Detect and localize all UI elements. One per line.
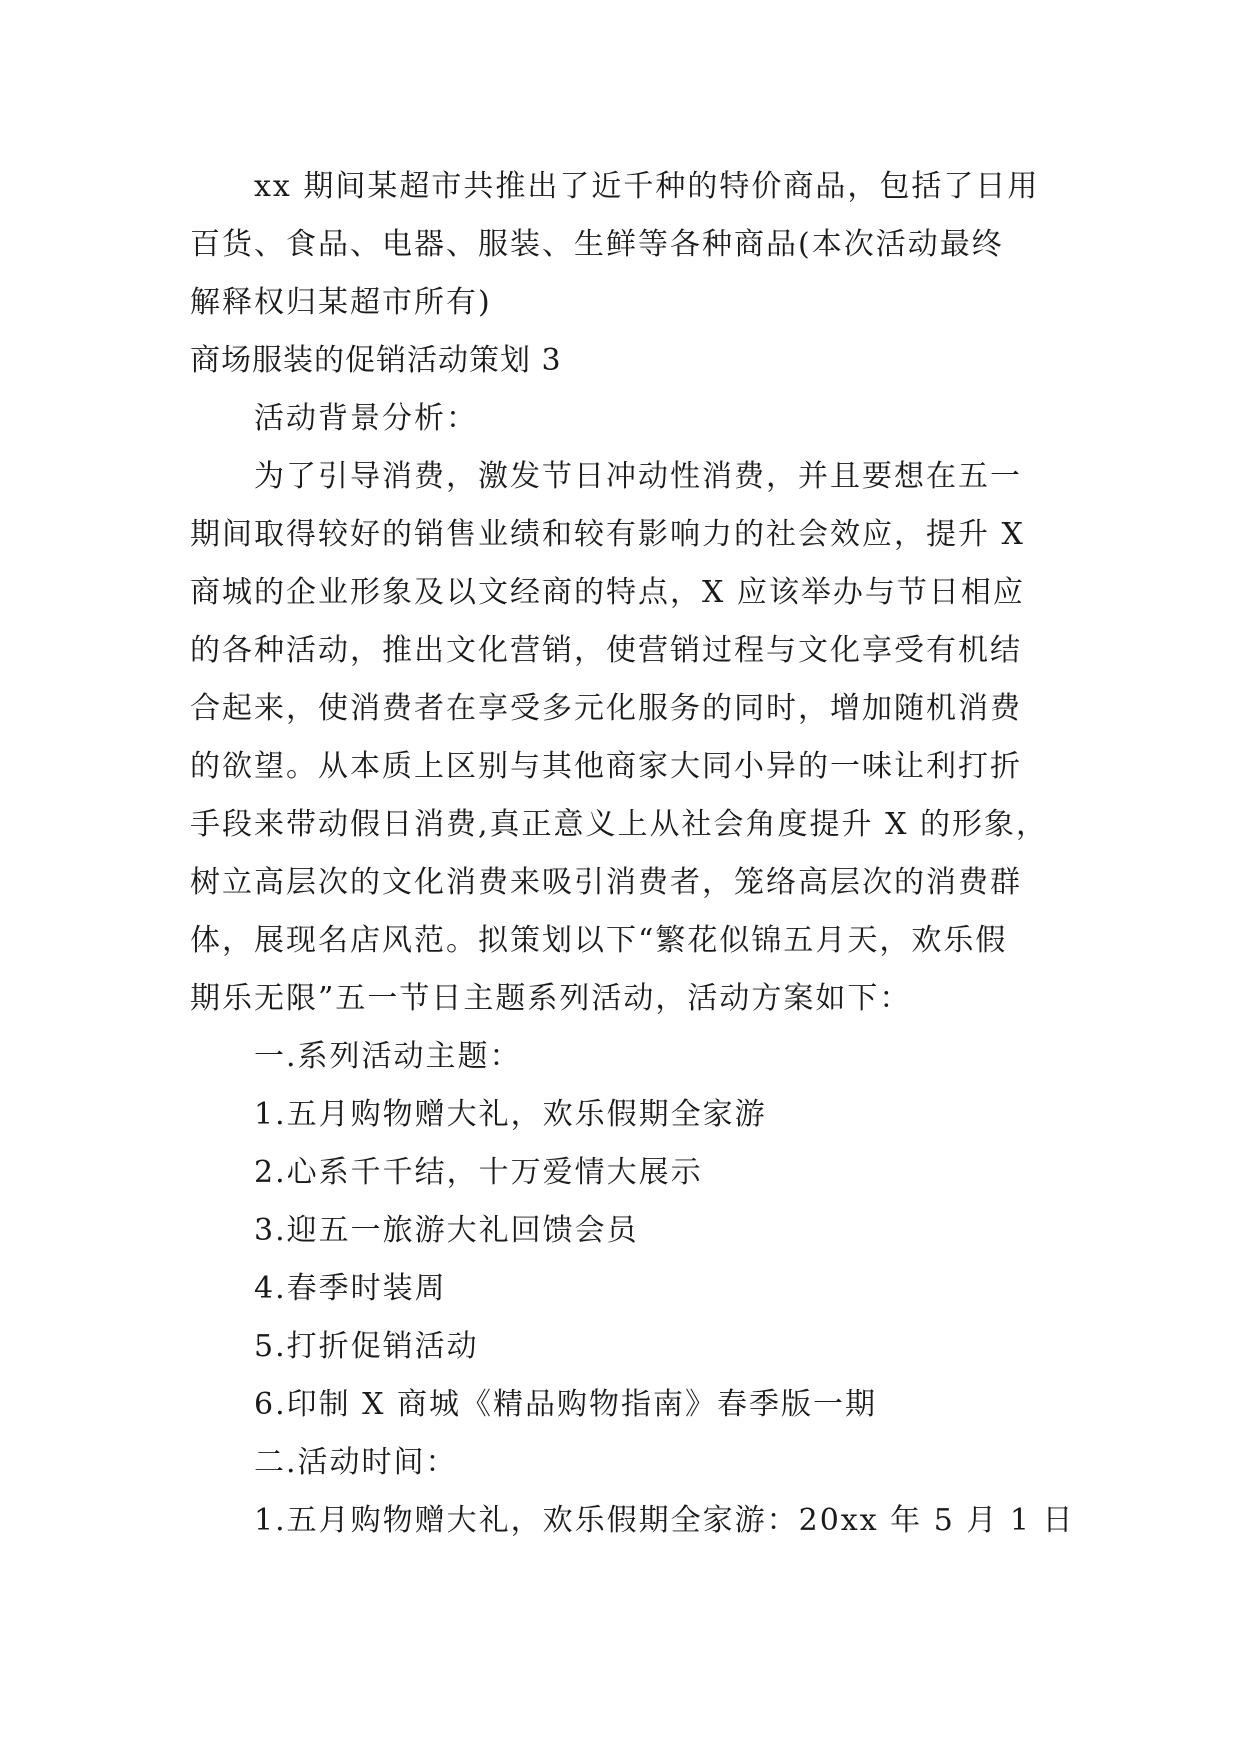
paragraph-line: 的欲望。从本质上区别与其他商家大同小异的一味让利打折 (190, 749, 1022, 784)
paragraph-line: 的各种活动，推出文化营销，使营销过程与文化享受有机结 (190, 633, 1022, 668)
list-item: 4.春季时装周 (254, 1271, 447, 1306)
list-item: 3.迎五一旅游大礼回馈会员 (254, 1213, 639, 1248)
paragraph-line: 商城的企业形象及以文经商的特点，X 应该举办与节日相应 (190, 575, 1025, 610)
paragraph-line: 树立高层次的文化消费来吸引消费者，笼络高层次的消费群 (190, 865, 1022, 900)
paragraph-line: 体，展现名店风范。拟策划以下“繁花似锦五月天，欢乐假 (190, 923, 1008, 958)
paragraph-line: 期乐无限”五一节日主题系列活动，活动方案如下： (190, 981, 912, 1016)
document-body (190, 158, 1075, 1550)
paragraph-line: 解释权归某超市所有) (190, 285, 492, 320)
list-heading: 二.活动时间： (254, 1445, 458, 1480)
list-item: 1.五月购物赠大礼，欢乐假期全家游 (254, 1097, 767, 1132)
paragraph-line: 为了引导消费，激发节日冲动性消费，并且要想在五一 (254, 459, 1022, 494)
section-heading: 商场服装的促销活动策划 3 (190, 343, 562, 378)
paragraph-line: 合起来，使消费者在享受多元化服务的同时，增加随机消费 (190, 691, 1022, 726)
list-item: 5.打折促销活动 (254, 1329, 479, 1364)
paragraph-line: 手段来带动假日消费,真正意义上从社会角度提升 X 的形象， (190, 807, 1048, 842)
subheading-line: 活动背景分析： (254, 401, 478, 436)
paragraph-line: 期间取得较好的销售业绩和较有影响力的社会效应，提升 X (190, 517, 1025, 552)
list-item: 6.印制 X 商城《精品购物指南》春季版一期 (254, 1387, 878, 1422)
list-item: 2.心系千千结，十万爱情大展示 (254, 1155, 703, 1190)
paragraph-line: xx 期间某超市共推出了近千种的特价商品，包括了日用 (254, 169, 1040, 204)
list-heading: 一.系列活动主题： (254, 1039, 522, 1074)
list-item: 1.五月购物赠大礼，欢乐假期全家游：20xx 年 5 月 1 日 (254, 1503, 1075, 1538)
paragraph-line: 百货、食品、电器、服装、生鲜等各种商品(本次活动最终 (190, 227, 1004, 262)
